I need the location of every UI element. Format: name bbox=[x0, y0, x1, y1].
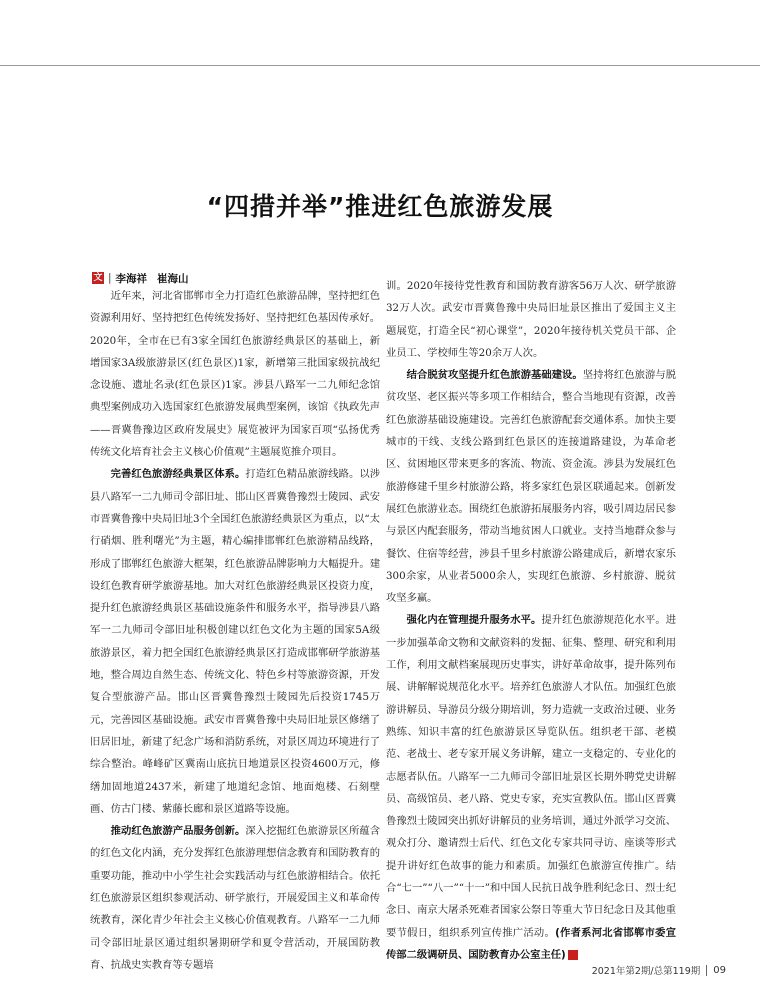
section-heading: 强化内在管理提升服务水平。 bbox=[406, 614, 542, 627]
author-name: 崔海山 bbox=[157, 272, 189, 285]
section-heading: 完善红色旅游经典景区体系。 bbox=[110, 468, 246, 481]
end-mark-icon: G bbox=[568, 950, 578, 960]
left-column bbox=[90, 285, 380, 976]
byline-separator: | bbox=[108, 272, 112, 284]
author-note: (作者系河北省邯郸市委宣传部二级调研员、国防教育办公室主任) bbox=[386, 926, 676, 961]
paragraph-text: 提升红色旅游规范化水平。进一步加强革命文物和文献资料的发掘、征集、整理、研究和利用工作，利用文献档案展现历史事实，讲好革命故事，提升陈列布展、讲解解说规范化水平。培养红色旅游人才队伍。加强红色旅游讲解员、导游员分级分期培训，努力造就一支政治过硬、业务熟练、知识丰富的红色旅游景区导览队伍。组织老干部、老模范、老战士、老专家开展义务讲解，建立一支稳定的、专业化的志愿者队伍。八路军一二九师司令部旧址景区长期外聘党史讲解员、高级馆员、老八路、党史专家，充实宣教队伍。邯山区晋冀鲁豫烈士陵园突出抓好讲解员的业务培训，通过外派学习交流、观众打分、邀请烈士后代、红色文化专家共同寻访、座谈等形式提升讲好红色故事的能力和素质。加强红色旅游宣传推广。结合“七一”“八一”“十一”和中国人民抗日战争胜利纪念日、烈士纪念日、南京大屠杀死难者国家公祭日等重大节日纪念日及其他重要节假日，组织系列宣传推广活动。 bbox=[386, 614, 677, 939]
paragraph bbox=[386, 275, 676, 364]
paragraph bbox=[386, 609, 676, 966]
paragraph bbox=[90, 820, 380, 976]
author-name: 李海祥 bbox=[115, 272, 148, 285]
paragraph bbox=[90, 463, 380, 820]
paragraph-text: 打造红色精品旅游线路。以涉县八路军一二九师司令部旧址、邯山区晋冀鲁豫烈士陵园、武安市晋冀鲁豫中央局旧址3个全国红色旅游经典景区为重点，以“太行硝烟、胜利曙光”为主题，精心编排邯郸红色旅游精品线路，形成了邯郸红色旅游大框架，红色旅游品牌影响力大幅提升。建设红色教育研学旅游基地。加大对红色旅游经典景区投资力度，提升红色旅游经典景区基础设施条件和服务水平，指导涉县八路军一二九师司令部旧址积极创建以红色文化为主题的国家5A级旅游景区，着力把全国红色旅游经典景区打造成邯郸研学旅游基地，整合周边自然生态、传统文化、特色乡村等旅游资源，开发复合型旅游产品。邯山区晋冀鲁豫烈士陵园先后投资1745万元，完善园区基础设施。武安市晋冀鲁豫中央局旧址景区修缮了旧居旧址，新建了纪念广场和消防系统，对景区周边环境进行了综合整治。峰峰矿区冀南山底抗日地道景区投资4600万元，修缮加固地道2437米，新建了地道纪念馆、地面炮楼、石刻壁画、仿古门楼、紫藤长廊和景区道路等设施。 bbox=[90, 468, 381, 815]
paragraph bbox=[90, 285, 380, 463]
issue-info: 2021年第2期/总第119期 bbox=[591, 966, 701, 977]
article-icon: 文 bbox=[93, 273, 103, 283]
header-rule bbox=[0, 65, 760, 66]
right-column bbox=[386, 275, 676, 966]
section-heading: 推动红色旅游产品服务创新。 bbox=[110, 825, 246, 838]
paragraph bbox=[386, 364, 676, 609]
paragraph-text: 深入挖掘红色旅游景区所蕴含的红色文化内涵，充分发挥红色旅游理想信念教育和国防教育的重要功能，推动中小学生社会实践活动与红色旅游相结合。依托红色旅游景区组织参观活动、研学旅行，开展爱国主义和革命传统教育，深化青少年社会主义核心价值观教育。八路军一二九师司令部旧址景区通过组织暑期研学和夏令营活动，开展国防教育、抗战史实教育等专题培 bbox=[90, 825, 381, 971]
page-footer bbox=[592, 963, 726, 977]
page-number: 09 bbox=[713, 964, 726, 976]
paragraph-text: 训。2020年接待党性教育和国防教育游客56万人次、研学旅游32万人次。武安市晋冀鲁豫中央局旧址景区推出了爱国主义主题展览，打造全民“初心课堂”，2020年接待机关党员干部、企业员工、学校师生等20余万人次。 bbox=[386, 280, 676, 359]
paragraph-text: 坚持将红色旅游与脱贫攻坚、老区振兴等多项工作相结合，整合当地现有资源，改善红色旅游基础设施建设。完善红色旅游配套交通体系。加快主要城市的干线、支线公路到红色景区的连接道路建设，为革命老区、贫困地区带来更多的客流、物流、资金流。涉县为发展红色旅游修建千里乡村旅游公路，将多家红色景区联通起来。创新发展红色旅游业态。围绕红色旅游拓展服务内容，吸引周边居民参与景区内配套服务，带动当地贫困人口就业。支持当地群众参与餐饮、住宿等经营，涉县千里乡村旅游公路建成后，新增农家乐300余家，从业者5000余人，实现红色旅游、乡村旅游、脱贫攻坚多赢。 bbox=[386, 369, 677, 605]
paragraph-text: 近年来，河北省邯郸市全力打造红色旅游品牌，坚持把红色资源利用好、坚持把红色传统发扬好、坚持把红色基因传承好。2020年，全市在已有3家全国红色旅游经典景区的基础上，新增国家3A级旅游景区(红色景区)1家，新增第三批国家级抗战纪念设施、遗址名录(红色景区)1家。涉县八路军一二九师纪念馆典型案例成功入选国家红色旅游发展典型案例，该馆《执政先声——晋冀鲁豫边区政府发展史》展览被评为国家百项“弘扬优秀传统文化培育社会主义核心价值观”主题展览推介项目。 bbox=[90, 290, 380, 459]
section-heading: 结合脱贫攻坚提升红色旅游基础建设。 bbox=[406, 369, 583, 382]
footer-divider bbox=[706, 965, 707, 976]
byline bbox=[92, 271, 199, 285]
article-title: “四措并举”推进红色旅游发展 bbox=[206, 191, 554, 221]
